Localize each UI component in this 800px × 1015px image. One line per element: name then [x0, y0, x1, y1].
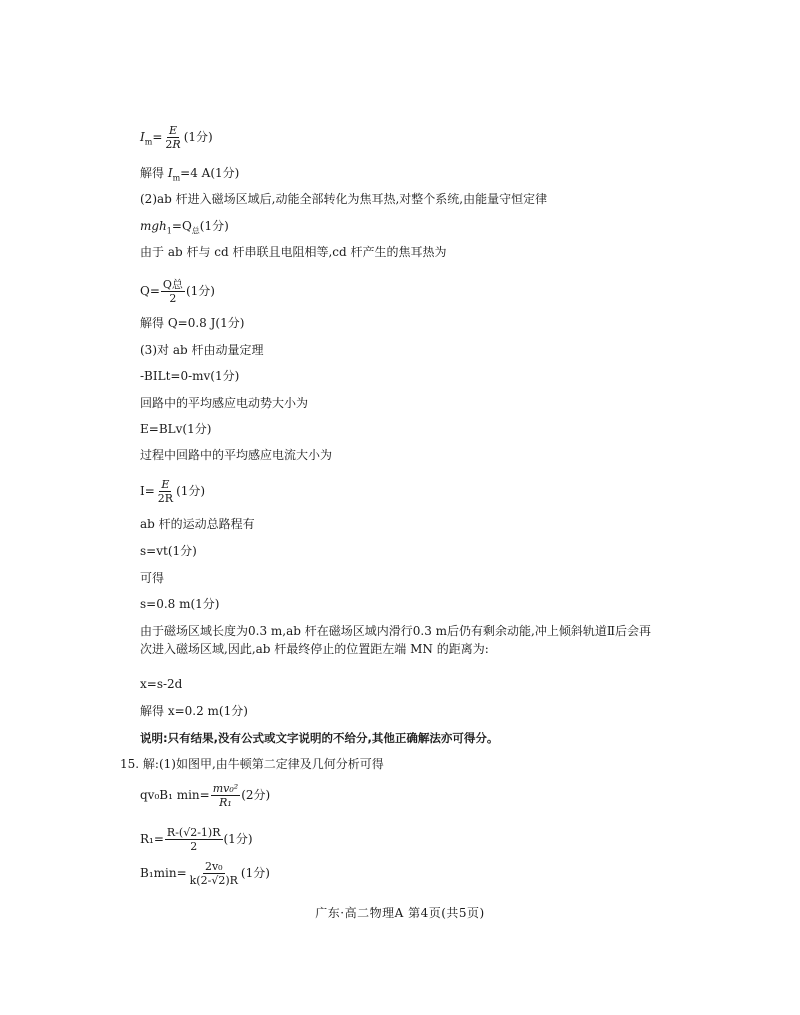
- text-line: ab 杆的运动总路程有: [140, 517, 255, 531]
- solution-im: 解得 $I_m=4$ A(1分): [140, 166, 240, 183]
- equation-q: Q= $\frac{\text{Q总}}{2}$ (1分): [140, 278, 215, 305]
- solution-x: 解得 x=0.2 m(1分): [140, 704, 248, 718]
- part-2-heading: (2)ab 杆进入磁场区域后,动能全部转化为焦耳热,对整个系统,由能量守恒定律: [140, 192, 548, 206]
- text-line: 可得: [140, 571, 165, 585]
- page-footer: 广东·高二物理A 第4页(共5页): [315, 906, 485, 920]
- text-line: 由于 ab 杆与 cd 杆串联且电阻相等,cd 杆产生的焦耳热为: [140, 245, 447, 259]
- text-line: 回路中的平均感应电动势大小为: [140, 396, 309, 410]
- energy-equation: $mgh_1=Q_总(1$分): [140, 219, 229, 236]
- solution-q: 解得 Q=0.8 J(1分): [140, 316, 245, 330]
- grading-note: 说明:只有结果,没有公式或文字说明的不给分,其他正确解法亦可得分。: [140, 731, 499, 745]
- text-line: 过程中回路中的平均感应电流大小为: [140, 448, 333, 462]
- equation-im: $I_m=$ $\frac{E}{2R}$ (1分): [140, 124, 213, 151]
- text-paragraph: 由于磁场区域长度为0.3 m,ab 杆在磁场区域内滑行0.3 m后仍有剩余动能,冲上倾斜轨道Ⅱ后会再次进入磁场区域,因此,ab 杆最终停止的位置距左端 MN 的距离为:: [140, 624, 651, 656]
- field-equation: B₁min= $\frac{\text{2v₀}}{k(2-√2)R}$ (1分): [140, 860, 270, 887]
- radius-equation: R₁= $\frac{R-(√2-1)R}{2}$ (1分): [140, 826, 253, 853]
- momentum-equation: -BILt=0-mv(1分): [140, 369, 240, 383]
- emf-equation: E=BLv(1分): [140, 422, 212, 436]
- part-3-heading: (3)对 ab 杆由动量定理: [140, 343, 264, 357]
- force-equation: qv₀B₁ min= $\frac{\text{mv₀²}}{\text{R₁}}$ (2分): [140, 782, 271, 809]
- position-equation: x=s-2d: [140, 677, 183, 691]
- current-equation: I= $\frac{E}{2R}$ (1分): [140, 478, 206, 505]
- distance-equation: s=vt(1分): [140, 544, 197, 558]
- question-15-heading: 15. 解:(1)如图甲,由牛顿第二定律及几何分析可得: [120, 757, 384, 771]
- solution-s: s=0.8 m(1分): [140, 597, 220, 611]
